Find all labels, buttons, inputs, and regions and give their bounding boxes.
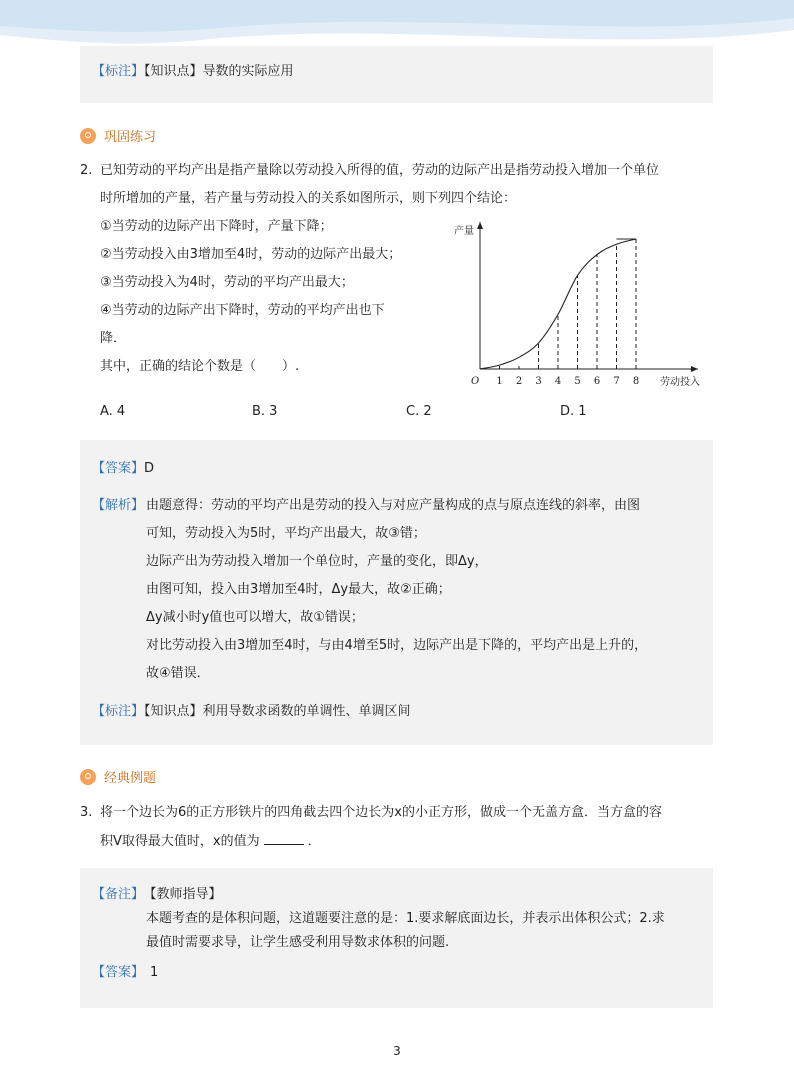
x-tick-label: 1: [496, 376, 503, 387]
origin-label: O: [471, 376, 480, 387]
x-tick-label: 4: [554, 376, 562, 387]
answer-value: D: [144, 461, 155, 476]
remark-title: 【教师指导】: [150, 887, 222, 902]
analysis-line-5: Δy减小时y值也可以增大，故①错误；: [146, 610, 364, 625]
option-b[interactable]: B. 3: [252, 404, 278, 419]
analysis-line-7: 故④错误．: [146, 666, 210, 681]
analysis-line-6: 对比劳动投入由3增加至4时，与由4增至5时，边际产出是下降的，平均产出是上升的，: [146, 638, 648, 653]
answer-blank[interactable]: [264, 832, 304, 845]
section-heading-practice: [80, 126, 156, 145]
remark-text-line-1: 本题考查的是体积问题，这道题要注意的是：1.要求解底面边长，并表示出体积公式；2.求: [146, 911, 665, 926]
section-title: 巩固练习: [104, 130, 157, 145]
question-number: 3.: [80, 805, 93, 820]
page-number: 3: [393, 1044, 401, 1058]
knowledge-note-line: [92, 703, 411, 721]
answer-line: [92, 964, 158, 982]
analysis-line-3: 边际产出为劳动投入增加一个单位时，产量的变化，即Δy，: [146, 554, 488, 569]
remark-box-3: [80, 868, 713, 1008]
lightbulb-icon: [80, 128, 96, 144]
analysis-line-1: 由题意得：劳动的平均产出是劳动的投入与对应产量构成的点与原点连线的斜率，由图: [146, 498, 641, 513]
x-tick-label: 8: [632, 376, 640, 387]
note-text: 【知识点】导数的实际应用: [144, 64, 294, 79]
analysis-line-4: 由图可知，投入由3增加至4时，Δy最大，故②正确；: [146, 582, 451, 597]
x-axis-label: 劳动投入: [660, 377, 700, 388]
section-title: 经典例题: [104, 771, 157, 786]
note-tag: 【标注】: [92, 704, 145, 719]
remark-tag: 【备注】: [92, 887, 145, 902]
remark-text-line-2: 最值时需要求导，让学生感受利用导数求体积的问题.: [146, 935, 450, 950]
x-tick-label: 5: [574, 376, 581, 387]
option-c[interactable]: C. 2: [406, 404, 432, 419]
question-text-line-2: 时所增加的产量，若产量与劳动投入的关系如图所示，则下列四个结论：: [100, 191, 517, 206]
option-d[interactable]: D. 1: [560, 404, 587, 419]
x-tick-label: 7: [613, 376, 620, 387]
question-prompt: 其中，正确的结论个数是（ ）.: [100, 359, 300, 374]
y-axis-arrow: [477, 222, 483, 229]
question-text-line-2: 积V取得最大值时，x的值为 ．: [100, 834, 321, 849]
statement-4b: 降．: [100, 331, 127, 346]
note-box-1: [80, 46, 713, 103]
answer-value: 1: [150, 965, 159, 980]
answer-tag: 【答案】: [92, 965, 145, 980]
note-text: 【知识点】利用导数求函数的单调性、单调区间: [144, 704, 411, 719]
analysis-tag: 【解析】: [92, 498, 145, 513]
answer-line: [92, 460, 154, 478]
x-tick-label: 6: [593, 376, 601, 387]
remark-line: [92, 886, 222, 904]
statement-2: ②当劳动投入由3增加至4时，劳动的边际产出最大；: [100, 247, 402, 262]
analysis-line-2: 可知，劳动投入为5时，平均产出最大，故③错；: [146, 526, 426, 541]
statement-3: ③当劳动投入为4时，劳动的平均产出最大；: [100, 275, 354, 290]
option-a[interactable]: A. 4: [100, 404, 126, 419]
production-curve: [480, 239, 636, 369]
answer-tag: 【答案】: [92, 461, 145, 476]
lightbulb-icon: [80, 769, 96, 785]
question-number: 2.: [80, 163, 93, 178]
answer-box-2: [80, 440, 713, 745]
production-chart: [448, 212, 710, 394]
note-line: [92, 63, 294, 81]
section-heading-examples: [80, 767, 156, 786]
y-axis-label: 产量: [454, 226, 474, 237]
question-text-line-1: 已知劳动的平均产出是指产量除以劳动投入所得的值，劳动的边际产出是指劳动投入增加一个单位: [100, 163, 660, 178]
question-text-line-1: 将一个边长为6的正方形铁片的四角截去四个边长为x的小正方形，做成一个无盖方盒．当方盒的容: [100, 805, 662, 820]
note-tag: 【标注】: [92, 64, 145, 79]
x-tick-label: 3: [535, 376, 542, 387]
x-tick-label: 2: [515, 376, 523, 387]
statement-1: ①当劳动的边际产出下降时，产量下降；: [100, 219, 333, 234]
x-axis-arrow: [691, 366, 698, 372]
statement-4a: ④当劳动的边际产出下降时，劳动的平均产出也下: [100, 303, 385, 318]
